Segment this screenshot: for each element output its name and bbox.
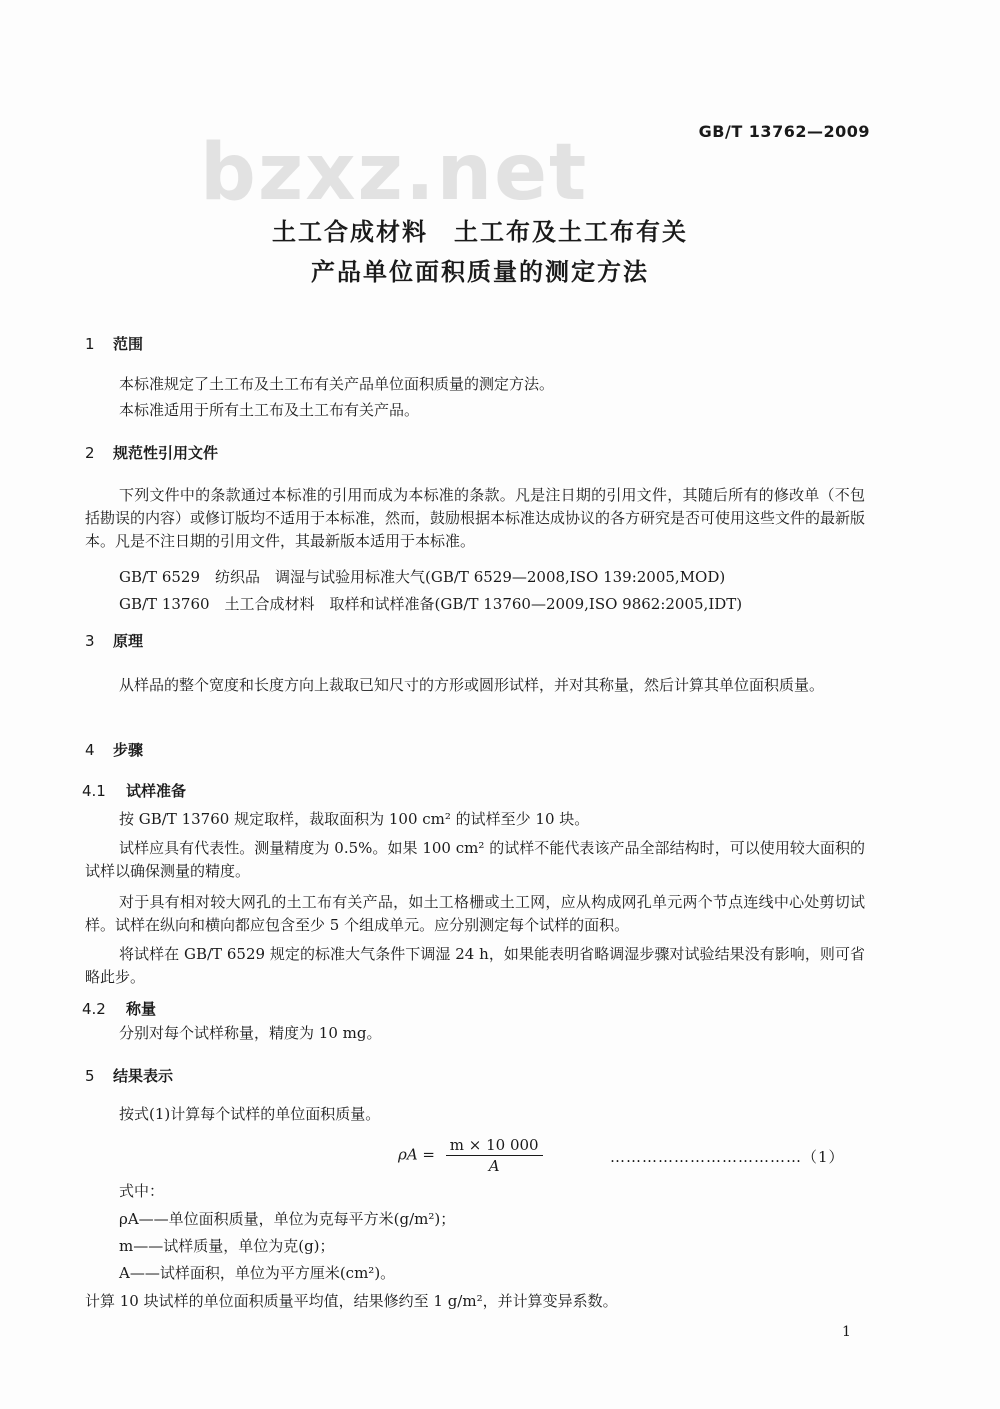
section-heading-principle xyxy=(85,630,143,651)
paragraph: 试样应具有代表性。测量精度为 0.5%。如果 100 cm² 的试样不能代表该产品全部结构时，可以使用较大面积的试样以确保测量的精度。 xyxy=(85,839,865,880)
watermark: bzxz.net xyxy=(200,128,589,218)
subsection-heading-weighing xyxy=(82,998,156,1019)
subsection-heading-specimen-preparation xyxy=(82,780,186,801)
section-title: 规范性引用文件 xyxy=(113,444,219,462)
subsection-title: 试样准备 xyxy=(126,782,187,800)
section-number: 2 xyxy=(85,444,95,462)
section-title: 原理 xyxy=(113,632,144,650)
paragraph: 对于具有相对较大网孔的土工布有关产品，如土工格栅或土工网，应从构成网孔单元两个节点连线中心处剪切试样。试样在纵向和横向都应包含至少 5 个组成单元。应分别测定每个试样的面积。 xyxy=(85,893,865,934)
paragraph: 将试样在 GB/T 6529 规定的标准大气条件下调湿 24 h，如果能表明省略调湿步骤对试验结果没有影响，则可省略此步。 xyxy=(85,945,865,986)
formula-fraction xyxy=(446,1136,543,1175)
formula-lhs: ρA = xyxy=(398,1145,435,1164)
subsection-title: 称量 xyxy=(126,1000,157,1018)
paragraph: 本标准适用于所有土工布及土工布有关产品。 xyxy=(119,401,420,419)
section-heading-procedure xyxy=(85,739,143,760)
paragraph: 分别对每个试样称量，精度为 10 mg。 xyxy=(119,1024,382,1042)
paragraph: 按式(1)计算每个试样的单位面积质量。 xyxy=(119,1105,381,1123)
paragraph: 下列文件中的条款通过本标准的引用而成为本标准的条款。凡是注日期的引用文件，其随后所有的修改单（不包括勘误的内容）或修订版均不适用于本标准，然而，鼓励根据本标准达成协议的各方研究是否可使用这些文件的最新版本。凡是不注日期的引用文件，其最新版本适用于本标准。 xyxy=(85,486,866,550)
section-title: 范围 xyxy=(113,335,144,353)
section-number: 5 xyxy=(85,1067,95,1085)
paragraph: 按 GB/T 13760 规定取样，裁取面积为 100 cm² 的试样至少 10 块。 xyxy=(119,810,590,828)
equation-number: ………………………………（1） xyxy=(610,1148,845,1166)
subsection-number: 4.1 xyxy=(82,782,106,800)
section-heading-normative-references xyxy=(85,442,218,463)
definition-item: A——试样面积，单位为平方厘米(cm²)。 xyxy=(119,1264,396,1282)
section-heading-scope xyxy=(85,333,143,354)
standard-code: GB/T 13762—2009 xyxy=(698,122,870,141)
document-title-line-2: 产品单位面积质量的测定方法 xyxy=(311,258,649,286)
section-number: 1 xyxy=(85,335,95,353)
definition-item: ρA——单位面积质量，单位为克每平方米(g/m²)； xyxy=(119,1210,456,1228)
definition-item: m——试样质量，单位为克(g)； xyxy=(119,1237,335,1255)
reference-item: GB/T 6529 纺织品 调湿与试验用标准大气(GB/T 6529—2008,ISO 139:2005,MOD) xyxy=(119,568,726,586)
section-title: 步骤 xyxy=(113,741,144,759)
document-title-line-1: 土工合成材料 土工布及土工布有关 xyxy=(272,218,688,246)
formula-numerator: m × 10 000 xyxy=(446,1136,543,1156)
paragraph: 本标准规定了土工布及土工布有关产品单位面积质量的测定方法。 xyxy=(119,375,555,393)
formula-denominator: A xyxy=(488,1157,500,1175)
page-number: 1 xyxy=(842,1324,851,1340)
section-number: 4 xyxy=(85,741,95,759)
formula-1 xyxy=(398,1136,543,1175)
section-heading-results xyxy=(85,1065,173,1086)
where-label: 式中： xyxy=(119,1182,165,1200)
paragraph: 计算 10 块试样的单位面积质量平均值，结果修约至 1 g/m²，并计算变异系数。 xyxy=(85,1292,618,1310)
section-title: 结果表示 xyxy=(113,1067,174,1085)
reference-item: GB/T 13760 土工合成材料 取样和试样准备(GB/T 13760—2009,ISO 9862:2005,IDT) xyxy=(119,595,743,613)
section-number: 3 xyxy=(85,632,95,650)
paragraph: 从样品的整个宽度和长度方向上裁取已知尺寸的方形或圆形试样，并对其称量，然后计算其单位面积质量。 xyxy=(119,676,825,694)
subsection-number: 4.2 xyxy=(82,1000,106,1018)
